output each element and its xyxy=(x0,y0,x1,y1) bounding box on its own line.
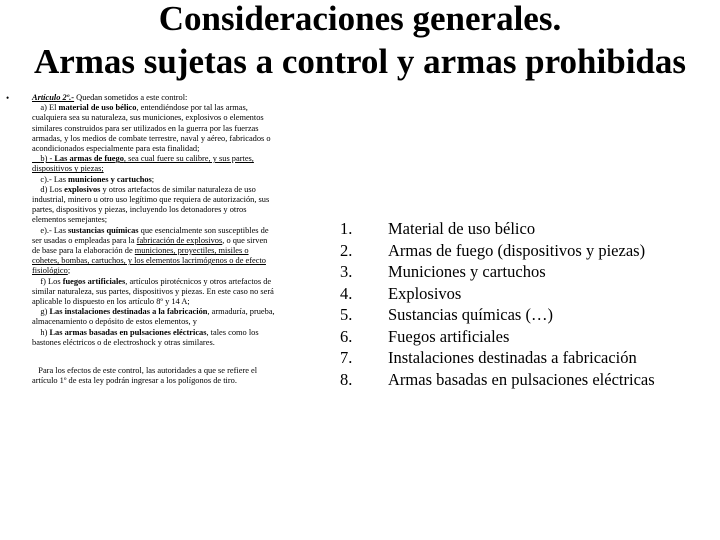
item-c-text: ; xyxy=(151,174,155,184)
item-g-bold: Las instalaciones destinadas a la fabricación xyxy=(49,307,208,317)
item-b-prefix: b) - xyxy=(40,154,55,164)
item-h-prefix: h) xyxy=(40,327,50,337)
item-f-text: , artículos pirotécnicos y otros artefactos de similar naturaleza, sus partes, dispositivos y piezas. En este caso no será aplicable lo dispuesto en los artículo 8º y 14 A; xyxy=(32,276,274,307)
law-item-g xyxy=(32,307,277,327)
item-e-prefix: e).- Las xyxy=(40,225,69,235)
list-text: Explosivos xyxy=(388,283,462,303)
law-item-f xyxy=(32,277,277,308)
law-closing xyxy=(32,366,277,386)
list-item xyxy=(340,218,720,240)
item-c-bold: municiones y cartuchos xyxy=(68,174,152,184)
item-g-text: , armaduría, prueba, almacenamiento o depósito de estos elementos, y xyxy=(32,307,275,327)
list-number: 6. xyxy=(340,326,353,346)
item-e-bold: sustancias químicas xyxy=(68,225,139,235)
item-e-end: ; xyxy=(67,266,71,276)
item-a-prefix: a) El xyxy=(40,103,59,113)
item-b-bold: Las armas de fuego xyxy=(54,154,124,164)
item-f-prefix: f) Los xyxy=(40,276,63,286)
law-item-c xyxy=(32,175,277,185)
item-e-text: que esencialmente son susceptibles de ser usadas o empleadas para la xyxy=(32,225,269,245)
list-text: Fuegos artificiales xyxy=(388,326,510,346)
list-text: Armas basadas en pulsaciones eléctricas xyxy=(388,369,655,389)
item-f-bold: fuegos artificiales xyxy=(62,276,126,286)
list-item xyxy=(340,304,720,326)
article-label: Artículo 2º.- xyxy=(32,93,75,102)
item-a-bold: material de uso bélico xyxy=(58,103,137,113)
list-number: 7. xyxy=(340,348,353,367)
slide-subtitle: Armas sujetas a control y armas prohibidas xyxy=(33,42,687,81)
closing-text: Para los efectos de este control, las autoridades a que se refiere el artículo 1º de esta ley podrán ingresar a los polígonos de tiro. xyxy=(32,366,258,386)
paragraph-gap xyxy=(32,348,277,366)
law-item-h xyxy=(32,328,277,348)
list-item xyxy=(340,283,720,305)
law-item-d xyxy=(32,185,277,226)
item-d-text: y otros artefactos de similar naturaleza de uso industrial, minero u otro uso legítimo que requiera de autorización, sus partes, dispositivos y piezas, incluyendo los detonadores y otros elementos semejantes; xyxy=(32,184,270,225)
item-g-prefix: g) xyxy=(40,307,50,317)
item-e-underlined-2: municiones, proyectiles, misiles o cohetes, bombas, cartuchos, y los elementos lacrimógenos o de efecto fisiológico xyxy=(32,246,266,276)
list-text: Material de uso bélico xyxy=(388,219,536,238)
law-intro xyxy=(32,93,277,103)
item-c-prefix: c).- Las xyxy=(40,174,69,184)
item-e-underlined: fabricación de explosivos xyxy=(136,235,223,245)
item-d-bold: explosivos xyxy=(64,184,101,194)
item-a-text: , entendiéndose por tal las armas, cualquiera sea su naturaleza, sus municiones, explosivos o elementos similares construidos para ser utilizados en la guerra por las fuerzas armadas, y los medios de combate terrestre, naval y aéreo, fabricados o acondicionados especialmente para esta finalidad; xyxy=(32,103,271,154)
item-d-prefix: d) Los xyxy=(40,184,65,194)
item-e-text-2: , o que sirven de base para la elaboración de xyxy=(32,235,268,256)
slide-title: Consideraciones generales. xyxy=(158,0,562,38)
list-text: Armas de fuego (dispositivos y piezas) xyxy=(388,240,646,260)
list-text: Sustancias químicas (…) xyxy=(388,305,553,324)
list-number: 8. xyxy=(340,369,353,389)
law-text-column xyxy=(32,93,277,386)
list-number: 4. xyxy=(340,283,353,303)
list-item xyxy=(340,369,720,391)
item-h-text: , tales como los bastones eléctricos o de electroshock y otras similares. xyxy=(32,327,259,347)
summary-list xyxy=(340,218,720,390)
bullet-marker: • xyxy=(6,93,10,103)
list-text: Municiones y cartuchos xyxy=(388,262,546,281)
item-h-bold: Las armas basadas en pulsaciones eléctricas xyxy=(49,327,207,337)
list-number: 3. xyxy=(340,262,353,281)
list-item xyxy=(340,326,720,348)
article-intro: Quedan sometidos a este control: xyxy=(74,93,188,102)
list-number: 5. xyxy=(340,305,353,324)
law-item-e xyxy=(32,226,277,277)
list-item xyxy=(340,347,720,369)
list-text: Instalaciones destinadas a fabricación xyxy=(388,348,637,367)
list-number: 2. xyxy=(340,240,353,260)
item-b-text: , sea cual fuere su calibre, y sus partes, dispositivos y piezas; xyxy=(32,154,254,174)
list-number: 1. xyxy=(340,219,353,238)
list-item xyxy=(340,261,720,283)
law-item-a xyxy=(32,103,277,154)
law-item-b xyxy=(32,154,277,174)
list-item xyxy=(340,240,720,262)
